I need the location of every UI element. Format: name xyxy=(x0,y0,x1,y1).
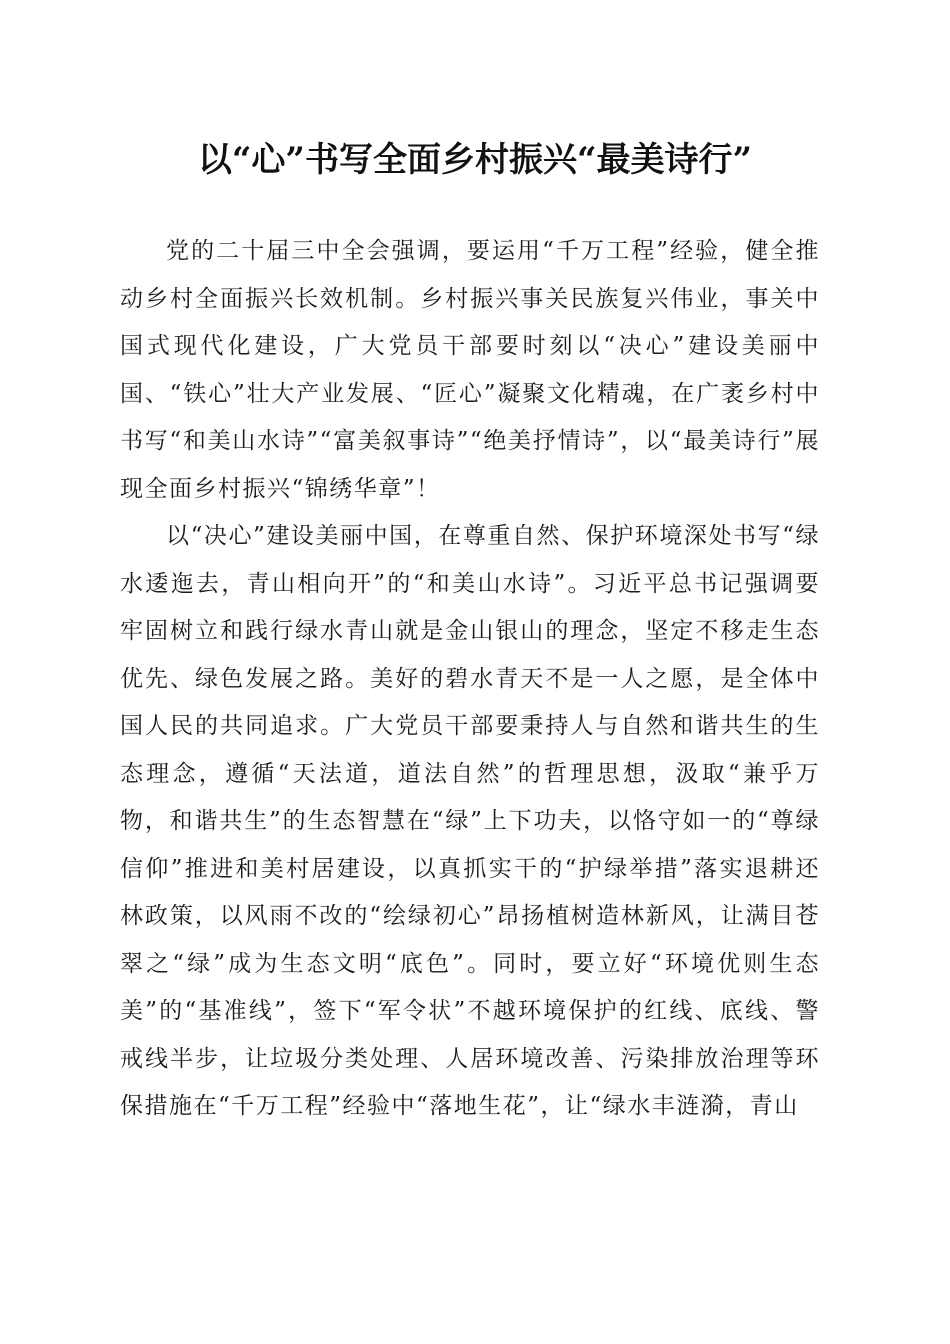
paragraph-1: 党的二十届三中全会强调，要运用“千万工程”经验，健全推动乡村全面振兴长效机制。乡村振兴事关民族复兴伟业，事关中国式现代化建设，广大党员干部要时刻以“决心”建设美丽中国、“铁心”壮大产业发展、“匠心”凝聚文化精魂，在广袤乡村中书写“和美山水诗”“富美叙事诗”“绝美抒情诗”，以“最美诗行”展现全面乡村振兴“锦绣华章”！ xyxy=(120,238,820,502)
paragraph-2: 以“决心”建设美丽中国，在尊重自然、保护环境深处书写“绿水逶迤去，青山相向开”的“和美山水诗”。习近平总书记强调要牢固树立和践行绿水青山就是金山银山的理念，坚定不移走生态优先、绿色发展之路。美好的碧水青天不是一人之愿，是全体中国人民的共同追求。广大党员干部要秉持人与自然和谐共生的生态理念，遵循“天法道，道法自然”的哲理思想，汲取“兼乎万物，和谐共生”的生态智慧在“绿”上下功夫，以恪守如一的“尊绿信仰”推进和美村居建设，以真抓实干的“护绿举措”落实退耕还林政策，以风雨不改的“绘绿初心”昂扬植树造林新风，让满目苍翠之“绿”成为生态文明“底色”。同时，要立好“环境优则生态美”的“基准线”，签下“军令状”不越环境保护的红线、底线、警戒线半步，让垃圾分类处理、人居环境改善、污染排放治理等环保措施在“千万工程”经验中“落地生花”，让“绿水丰涟漪，青山 xyxy=(120,523,820,1119)
document-title: 以“心”书写全面乡村振兴“最美诗行” xyxy=(197,140,753,180)
document-body xyxy=(120,228,820,1131)
